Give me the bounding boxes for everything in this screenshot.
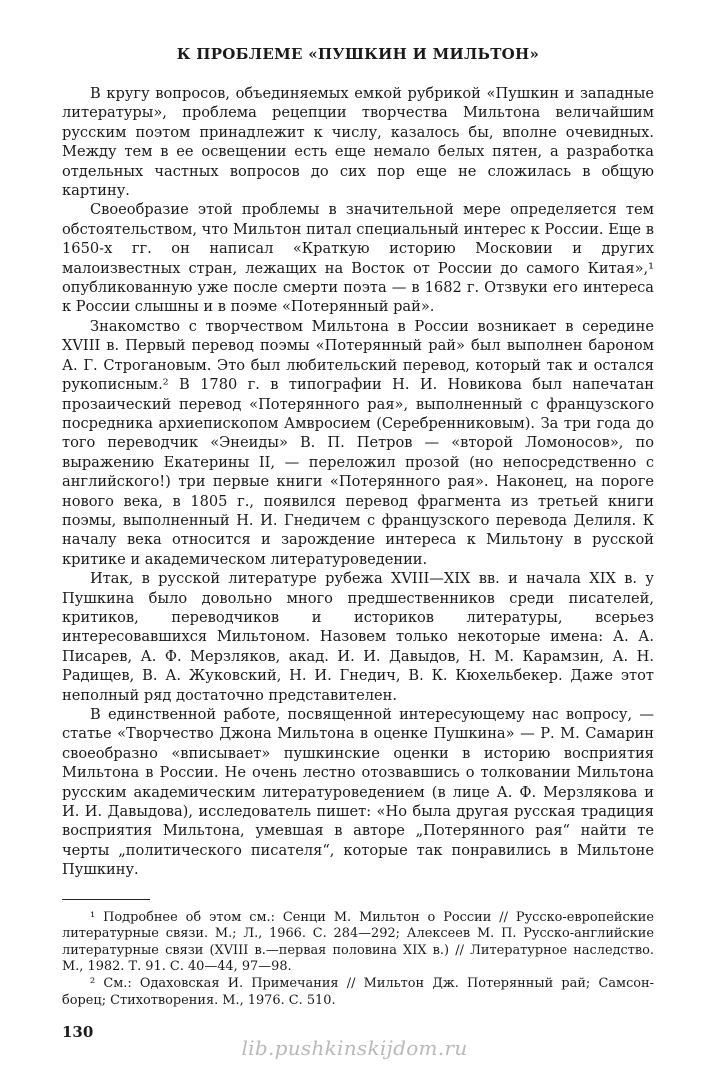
footnote-divider bbox=[62, 899, 150, 900]
article-body bbox=[62, 84, 654, 880]
paragraph-1: В кругу вопросов, объединяемых емкой рубрикой «Пушкин и западные литературы», проблема рецепции творчества Мильтона величайшим русским поэтом принадлежит к числу, казалось бы, вполне очевидных. Между тем в ее освещении есть еще немало белых пятен, а разработка отдельных частных вопросов до сих пор еще не сложилась в общую картину. bbox=[62, 85, 654, 200]
page-number: 130 bbox=[62, 1023, 94, 1041]
paragraph-3: Знакомство с творчеством Мильтона в России возникает в середине XVIII в. Первый перевод поэмы «Потерянный рай» был выполнен бароном А. Г. Строгановым. Это был любительский перевод, который так и остался рукописным.² В 1780 г. в типографии Н. И. Новикова был напечатан прозаический перевод «Потерянного рая», выполненный с французского посредника архиепископом Амвросием (Серебренниковым). За три года до того переводчик «Энеиды» В. П. Петров — «второй Ломоносов», по выражению Екатерины II, — переложил прозой (но непосредственно с английского!) три первые книги «Потерянного рая». Наконец, на пороге нового века, в 1805 г., появился перевод фрагмента из третьей книги поэмы, выполненный Н. И. Гнедичем с французского перевода Делиля. К началу века относится и зарождение интереса к Мильтону в русской критике и академическом литературоведении. bbox=[62, 317, 654, 568]
footnote-1: ¹ Подробнее об этом см.: Сенци М. Мильтон о России // Русско-европейские литературные связи. М.; Л., 1966. С. 284—292; Алексеев М. П. Русско-английские литературные связи (XVIII в.—первая половина XIX в.) // Литературное наследство. М., 1982. Т. 91. С. 40—44, 97—98. bbox=[62, 909, 654, 975]
footnote-2: ² См.: Одаховская И. Примечания // Мильтон Дж. Потерянный рай; Самсон-борец; Стихотворения. М., 1976. С. 510. bbox=[62, 976, 654, 1008]
paragraph-2: Своеобразие этой проблемы в значительной мере определяется тем обстоятельством, что Мильтон питал специальный интерес к России. Еще в 1650-х гг. он написал «Краткую историю Московии и других малоизвестных стран, лежащих на Восток от России до самого Китая»,¹ опубликованную уже после смерти поэта — в 1682 г. Отзвуки его интереса к России слышны и в поэме «Потерянный рай». bbox=[62, 201, 654, 316]
paragraph-4: Итак, в русской литературе рубежа XVIII—XIX вв. и начала XIX в. у Пушкина было довольно много предшественников среди писателей, критиков, переводчиков и историков литературы, всерьез интересовавшихся Мильтоном. Назовем только некоторые имена: А. А. Писарев, А. Ф. Мерзляков, акад. И. И. Давыдов, Н. М. Карамзин, А. Н. Радищев, В. А. Жуковский, Н. И. Гнедич, В. К. Кюхельбекер. Даже этот неполный ряд достаточно представителен. bbox=[62, 570, 654, 704]
page-content bbox=[62, 40, 654, 1009]
footnotes bbox=[62, 910, 654, 1010]
paragraph-5: В единственной работе, посвященной интересующему нас вопросу, — статье «Творчество Джона Мильтона в оценке Пушкина» — Р. М. Самарин своеобразно «вписывает» пушкинские оценки в историю восприятия Мильтона в России. Не очень лестно отозвавшись о толковании Мильтона русским академическим литературоведением (в лице А. Ф. Мерзлякова и И. И. Давыдова), исследователь пишет: «Но была другая русская традиция восприятия Мильтона, умевшая в авторе „Потерянного рая“ найти те черты „политического писателя“, которые так понравились в Мильтоне Пушкину. bbox=[62, 706, 654, 879]
watermark: lib.pushkinskijdom.ru bbox=[241, 1036, 468, 1060]
article-title: К ПРОБЛЕМЕ «ПУШКИН И МИЛЬТОН» bbox=[176, 45, 540, 63]
